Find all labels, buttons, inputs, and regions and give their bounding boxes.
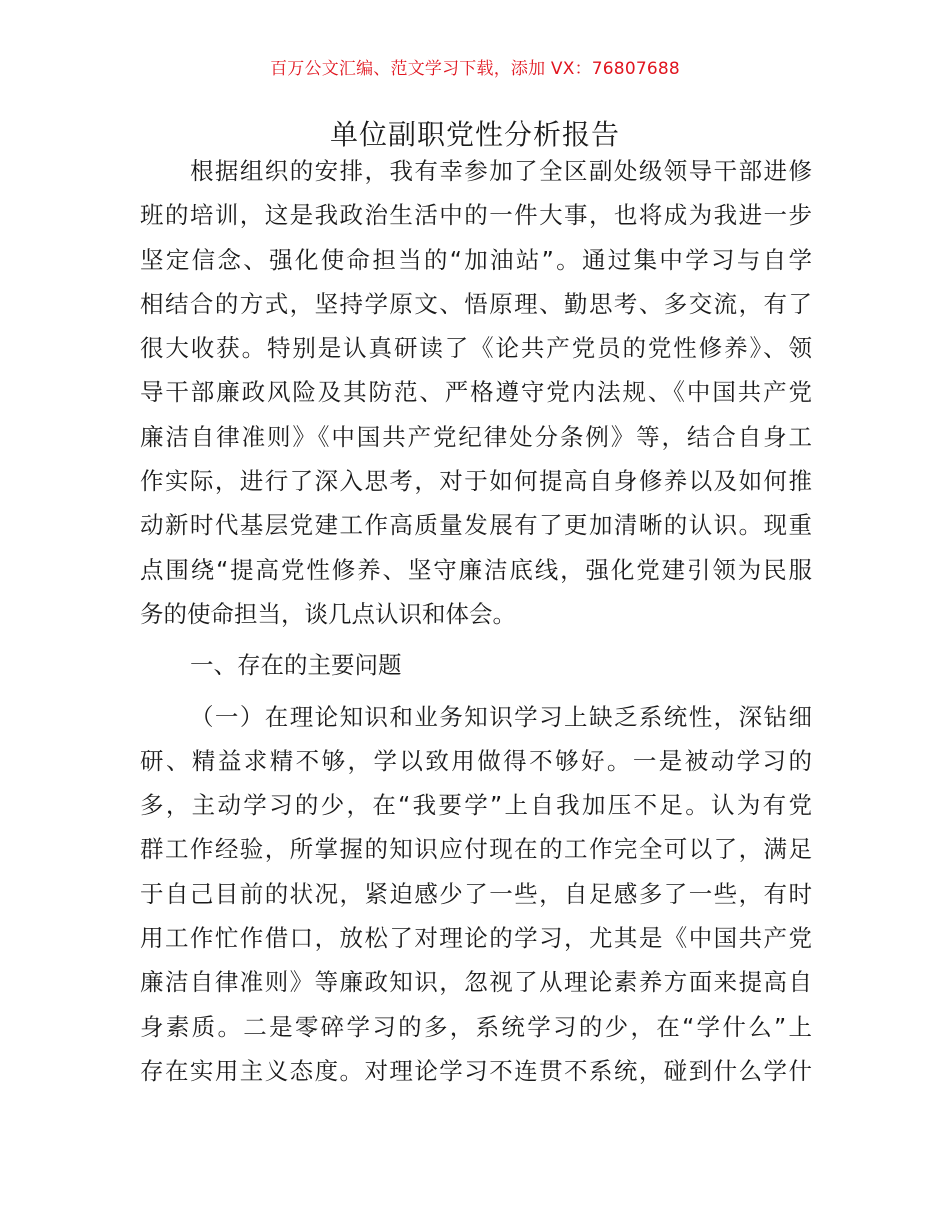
- paragraph-problem-one: [140, 695, 812, 1094]
- text-line: （一）在理论知识和业务知识学习上缺乏系统性，深钻细: [190, 702, 812, 731]
- text-line: 很大收获。特别是认真研读了《论共产党员的党性修养》、领: [140, 334, 812, 363]
- paragraph-intro: [140, 149, 812, 636]
- text-line: 身素质。二是零碎学习的多，系统学习的少，在“学什么”上: [140, 1012, 812, 1041]
- text-line: 群工作经验，所掌握的知识应付现在的工作完全可以了，满足: [140, 835, 812, 864]
- text-line: 根据组织的安排，我有幸参加了全区副处级领导干部进修: [190, 157, 812, 185]
- text-line: 廉洁自律准则》《中国共产党纪律处分条例》等，结合自身工: [140, 422, 812, 451]
- text-line: 作实际，进行了深入思考，对于如何提高自身修养以及如何推: [140, 467, 812, 496]
- text-line: 点围绕“提高党性修养、坚守廉洁底线，强化党建引领为民服: [140, 555, 812, 584]
- text-line: 研、精益求精不够，学以致用做得不够好。一是被动学习的: [140, 746, 812, 775]
- text-line: 坚定信念、强化使命担当的“加油站”。通过集中学习与自学: [140, 245, 812, 274]
- document-body: [140, 149, 812, 1093]
- text-line: 相结合的方式，坚持学原文、悟原理、勤思考、多交流，有了: [140, 289, 812, 318]
- paragraph-gap: [140, 688, 812, 695]
- text-line: 导干部廉政风险及其防范、严格遵守党内法规、《中国共产党: [140, 378, 812, 407]
- watermark-header: 百万公文汇编、范文学习下载，添加 VX：76807688: [270, 59, 680, 79]
- document-title: 单位副职党性分析报告: [329, 118, 620, 151]
- section-heading-text: 一、存在的主要问题: [190, 651, 402, 680]
- text-line: 用工作忙作借口，放松了对理论的学习，尤其是《中国共产党: [140, 924, 812, 953]
- text-line: 动新时代基层党建工作高质量发展有了更加清晰的认识。现重: [140, 511, 812, 540]
- section-heading: [140, 643, 812, 687]
- text-line: 班的培训，这是我政治生活中的一件大事，也将成为我进一步: [140, 201, 812, 230]
- text-line: 多，主动学习的少，在“我要学”上自我加压不足。认为有党: [140, 791, 812, 820]
- text-line: 廉洁自律准则》等廉政知识，忽视了从理论素养方面来提高自: [140, 968, 812, 997]
- text-line: 于自己目前的状况，紧迫感少了一些，自足感多了一些，有时: [140, 879, 812, 908]
- text-line: 务的使命担当，谈几点认识和体会。: [140, 599, 516, 628]
- text-line: 存在实用主义态度。对理论学习不连贯不系统，碰到什么学什: [140, 1056, 812, 1085]
- paragraph-gap: [140, 636, 812, 643]
